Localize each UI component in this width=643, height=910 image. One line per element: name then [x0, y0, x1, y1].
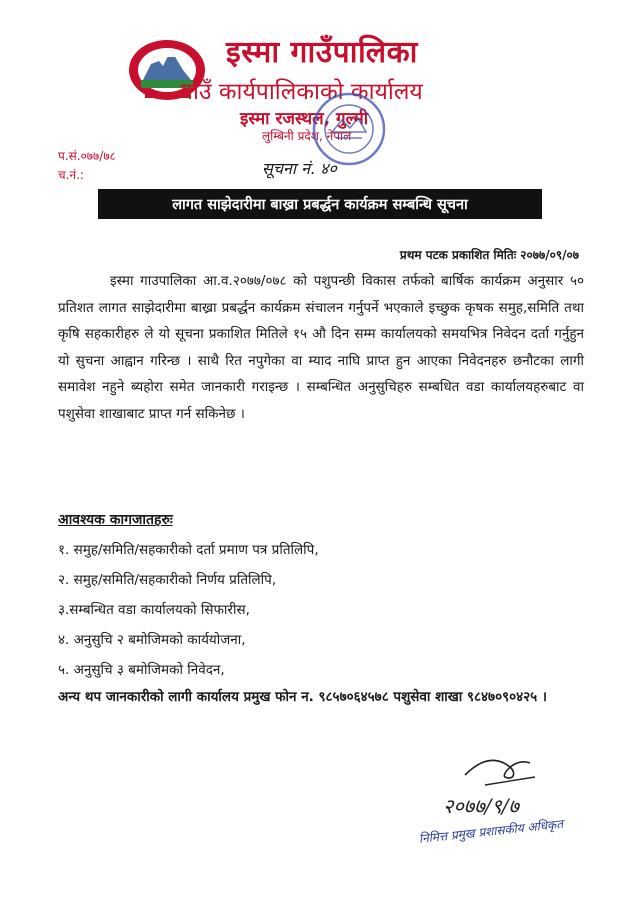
notice-body [58, 268, 584, 427]
officer-designation: निमित्त प्रमुख प्रशासकीय अधिकृत [418, 816, 564, 846]
office-location: इस्मा रजस्थल, गुल्मी [240, 109, 369, 129]
letter-number: प.सं.०७७/७८ [58, 149, 116, 163]
signature-date: २०७७/९/७ [443, 794, 519, 818]
document-item: १. समुह/समिति/सहकारीको दर्ता प्रमाण पत्र प्रतिलिपि, [58, 542, 319, 558]
notice-body-text: इस्मा गाउपालिका आ.व.२०७७/०७८ को पशुपन्छी विकास तर्फको बार्षिक कार्यक्रम अनुसार ५० प्रतिशत लागत साझेदारीमा बाख्रा प्रबर्द्धन कार्यक्रम संचालन गर्नुपर्ने भएकाले इच्छुक कृषक समुह,समिति तथा कृषि सहकारीहरु ले यो सूचना प्रकाशित मितिले १५ औ दिन सम्म कार्यालयको समयभित्र निवेदन दर्ता गर्नुहुन यो सुचना आह्वान गरिन्छ । साथै रित नपुगेका वा म्याद नाघि प्राप्त हुन आएका निवेदनहरु छनौटका लागी समावेश नहुने ब्यहोरा समेत जानकारी गराइन्छ । सम्बन्धित अनुसुचिहरु सम्बधित वडा कार्यालयहरुबाट वा पशुसेवा शाखाबाट प्राप्त गर्न सकिनेछ । [58, 273, 584, 422]
document-item: ३.सम्बन्धित वडा कार्यालयको सिफारीस, [58, 602, 250, 618]
document-item: २. समुह/समिति/सहकारीको निर्णय प्रतिलिपि, [58, 572, 277, 588]
office-name: गाउँ कार्यपालिकाको कार्यालय [180, 79, 423, 105]
signature-icon [425, 745, 575, 825]
document-item: ४. अनुसुचि २ बमोजिमको कार्ययोजना, [58, 632, 246, 648]
dispatch-number: च.नं.: [58, 168, 84, 182]
municipality-name: इस्मा गाउँपालिका [226, 35, 418, 70]
document-item: ५. अनुसुचि ३ बमोजिमको निवेदन, [58, 662, 225, 678]
notice-number: सूचना नं. ४० [262, 159, 337, 178]
required-documents-heading: आवश्यक कागजातहरुः [58, 512, 173, 528]
notice-title-banner: लागत साझेदारीमा बाख्रा प्रबर्द्धन कार्यक्रम सम्बन्धि सूचना [98, 189, 542, 219]
contact-info: अन्य थप जानकारीको लागी कार्यालय प्रमुख फोन न. ९८५७०६४५७८ पशुसेवा शाखा ९८४७०९०४२५ । [58, 689, 548, 705]
publish-date: प्रथम पटक प्रकाशित मितिः २०७७/०९/०७ [399, 248, 579, 262]
province-line: लुम्बिनी प्रदेश, नेपाल [262, 129, 352, 143]
